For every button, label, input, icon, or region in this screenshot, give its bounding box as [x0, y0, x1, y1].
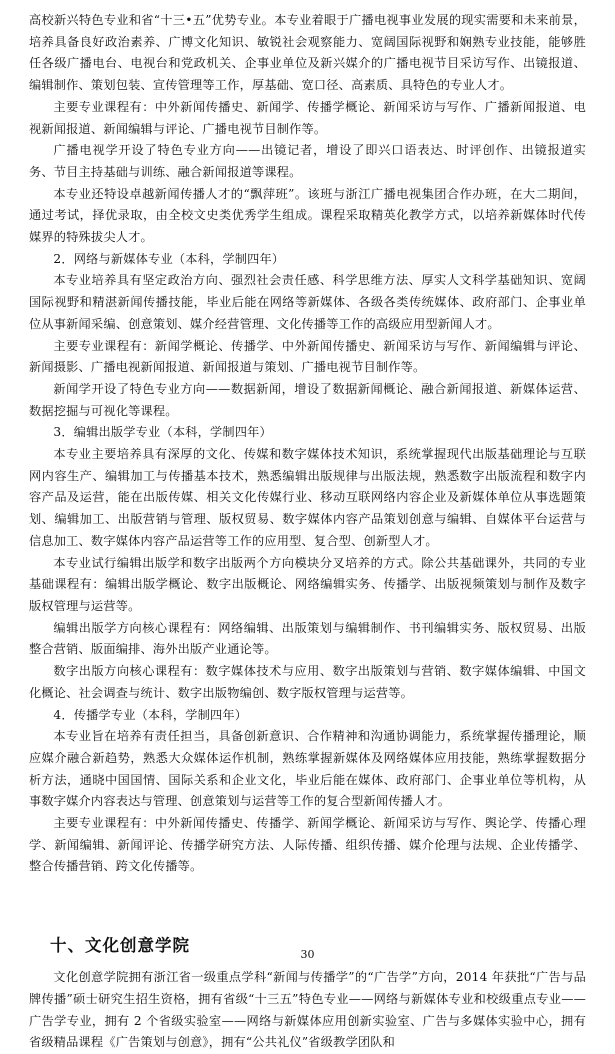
section-body-text: [29, 967, 586, 1054]
paragraph: 本专业主要培养具有深厚的文化、传媒和数字媒体技术知识，系统掌握现代出版基础理论与互联网内容生产、编辑加工与传播基本技术，熟悉编辑出版规律与出版法规，熟悉数字出版流程和数字内容产品及运营，能在出版传媒、相关文化传媒行业、移动互联网络内容企业及新媒体单位从事选题策划、编辑加工、出版营销与管理、版权贸易、数字媒体内容产品策划创意与编辑、自媒体平台运营与信息加工、数字媒体内容产品运营等工作的应用型、复合型、创新型人才。: [29, 447, 586, 548]
paragraph: 新闻学开设了特色专业方向——数据新闻，增设了数据新闻概论、融合新闻报道、新媒体运营、数据挖掘与可视化等课程。: [29, 381, 586, 418]
paragraph: 4．传播学专业（本科，学制四年）: [53, 707, 248, 722]
paragraph: 主要专业课程有：中外新闻传播史、传播学、新闻学概论、新闻采访与写作、舆论学、传播心理学、新闻编辑、新闻评论、传播学研究方法、人际传播、组织传播、媒介伦理与法规、企业传播学、整合传播营销、跨文化传播等。: [29, 816, 586, 874]
paragraph: 本专业还特设卓越新闻传播人才的“飘萍班”。该班与浙江广播电视集团合作办班，在大二期间，通过考试，择优录取，由全校文史类优秀学生组成。课程采取精英化教学方式，以培养新媒体时代传媒界的特殊拔尖人才。: [29, 186, 586, 245]
paragraph: 数字出版方向核心课程有：数字媒体技术与应用、数字出版策划与营销、数字媒体编辑、中国文化概论、社会调查与统计、数字出版物编创、数字版权管理与运营等。: [29, 664, 586, 700]
paragraph: 3．编辑出版学专业（本科，学制四年）: [53, 425, 272, 440]
page-number: 30: [300, 948, 315, 961]
paragraph: 2．网络与新媒体专业（本科，学制四年）: [53, 251, 285, 266]
paragraph: 本专业旨在培养有责任担当，具备创新意识、合作精神和沟通协调能力，系统掌握传播理论，顺应媒介融合新趋势，熟悉大众媒体运作机制，熟练掌握新媒体及网络媒体应用技能，熟练掌握数据分析方法，通晓中国国情、国际关系和企业文化，毕业后能在媒体、政府部门、企事业单位等机构，从事数字媒介内容表达与管理、创意策划与运营等工作的复合型新闻传播人才。: [29, 729, 586, 809]
paragraph: 高校新兴特色专业和省“十三•五”优势专业。本专业着眼于广播电视事业发展的现实需要和未来前景，培养具备良好政治素养、广博文化知识、敏锐社会观察能力、宽阔国际视野和娴熟专业技能，能够胜任各级广播电台、电视台和党政机关、企事业单位及新兴媒介的广播电视节目采访写作、出镜报道、编辑制作、策划包装、宣传管理等工作，厚基础、宽口径、高素质、具特色的专业人才。: [29, 13, 586, 93]
paragraph: 本专业培养具有坚定政治方向、强烈社会责任感、科学思维方法、厚实人文科学基础知识、宽阔国际视野和精湛新闻传播技能，毕业后能在网络等新媒体、各级各类传统媒体、政府部门、企事业单位从事新闻采编、创意策划、媒介经营管理、文化传播等工作的高级应用型新闻人才。: [29, 273, 586, 331]
paragraph: 本专业试行编辑出版学和数字出版两个方向模块分叉培养的方式。除公共基础课外，共同的专业基础课程有：编辑出版学概论、数字出版概论、网络编辑实务、传播学、出版视频策划与制作及数字版权管理与运营等。: [29, 555, 586, 613]
paragraph: 文化创意学院拥有浙江省一级重点学科“新闻与传播学”的“广告学”方向，2014 年获批“广告与品牌传播”硕士研究生招生资格，拥有省级“十三五”特色专业——网络与新媒体专业和校级重点专业——广告学专业，拥有 2 个省级实验室——网络与新媒体应用创新实验室、广告与多媒体实验中心，拥有省级精品课程《广告策划与创意》，拥有“公共礼仪”省级教学团队和: [29, 970, 586, 1050]
paragraph: 编辑出版学方向核心课程有：网络编辑、出版策划与编辑制作、书刊编辑实务、版权贸易、出版整合营销、版面编排、海外出版产业通论等。: [29, 620, 586, 657]
paragraph: 主要专业课程有：中外新闻传播史、新闻学、传播学概论、新闻采访与写作、广播新闻报道、电视新闻报道、新闻编辑与评论、广播电视节目制作等。: [29, 99, 586, 136]
body-text-top: [29, 10, 586, 878]
paragraph: 广播电视学开设了特色专业方向——出镜记者，增设了即兴口语表达、时评创作、出镜报道实务、节目主持基础与训练、融合新闻报道等课程。: [29, 143, 586, 179]
section-heading: 十、文化创意学院: [50, 936, 190, 956]
section-gap: [29, 878, 586, 931]
paragraph: 主要专业课程有：新闻学概论、传播学、中外新闻传播史、新闻采访与写作、新闻编辑与评论、新闻摄影、广播电视新闻报道、新闻报道与策划、广播电视节目制作等。: [29, 338, 586, 375]
